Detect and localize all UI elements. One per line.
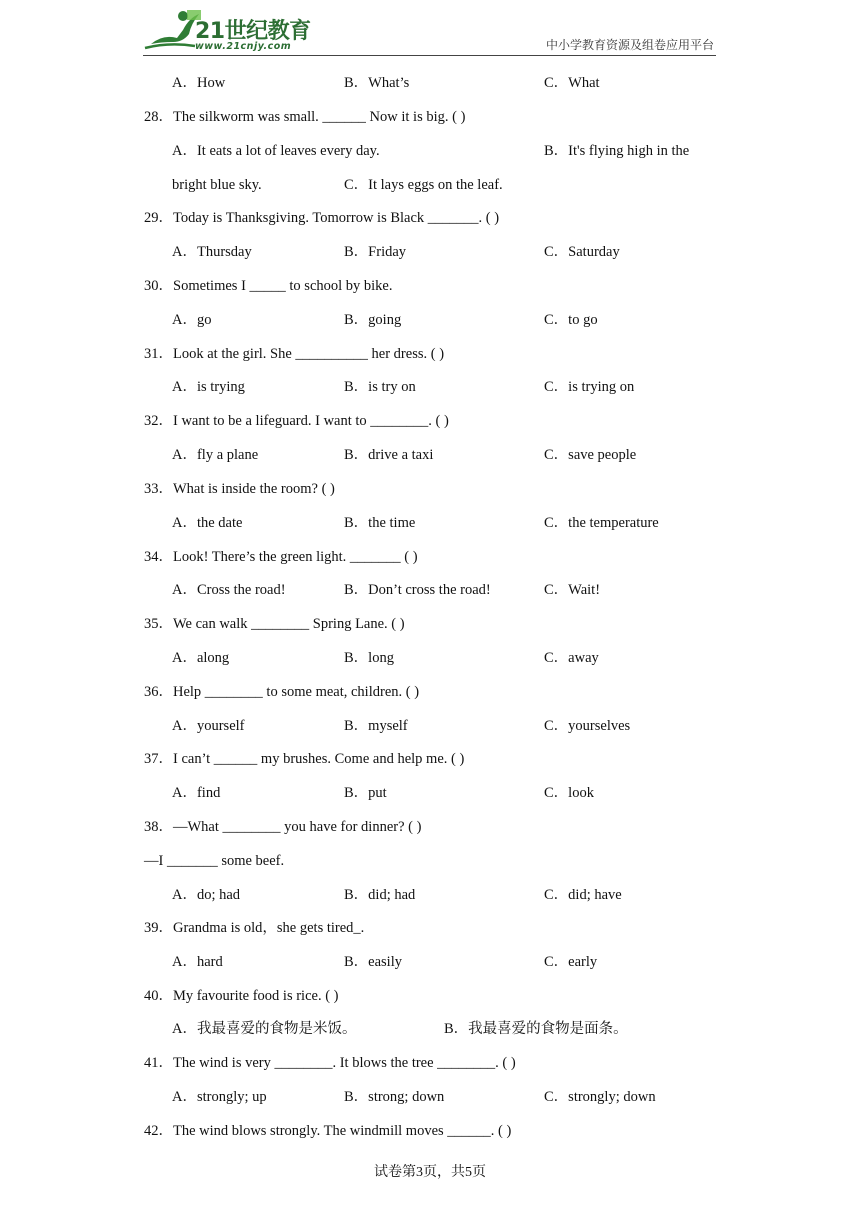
q34-option-a: A．Cross the road! — [172, 582, 286, 598]
page-footer: 试卷第3页，共5页 — [374, 1165, 486, 1180]
question-31: 31．Look at the girl. She __________ her dress. ( ) — [144, 346, 445, 362]
question-38-response: —I _______ some beef. — [144, 853, 285, 869]
q39-option-c: C．early — [544, 954, 598, 970]
question-40: 40．My favourite food is rice. ( ) — [144, 988, 339, 1004]
q27-option-a: A．How — [172, 75, 226, 91]
question-32: 32．I want to be a lifeguard. I want to ________. ( ) — [144, 413, 449, 429]
page-header — [0, 0, 860, 60]
q40-option-b: B．我最喜爱的食物是面条。 — [444, 1021, 628, 1037]
q32-option-c: C．save people — [544, 447, 637, 463]
q41-option-c: C．strongly; down — [544, 1089, 656, 1105]
runner-logo-icon — [143, 8, 203, 52]
question-36: 36．Help ________ to some meat, children. ( ) — [144, 684, 420, 700]
q35-option-a: A．along — [172, 650, 230, 666]
logo-text: 21世纪教育 — [195, 19, 311, 44]
question-33: 33．What is inside the room? ( ) — [144, 481, 335, 497]
question-39: 39．Grandma is old，she gets tired_. — [144, 920, 365, 936]
question-38: 38．—What ________ you have for dinner? ( ) — [144, 819, 422, 835]
q28-option-c: C．It lays eggs on the leaf. — [344, 177, 503, 193]
q34-option-c: C．Wait! — [544, 582, 601, 598]
q33-option-b: B．the time — [344, 515, 416, 531]
logo-url: www.21cnjy.com — [195, 41, 292, 52]
q36-option-c: C．yourselves — [544, 718, 631, 734]
question-35: 35．We can walk ________ Spring Lane. ( ) — [144, 616, 405, 632]
site-logo — [143, 8, 318, 52]
question-42: 42．The wind blows strongly. The windmill moves ______. ( ) — [144, 1123, 512, 1139]
q29-option-b: B．Friday — [344, 244, 407, 260]
q29-option-a: A．Thursday — [172, 244, 252, 260]
q37-option-c: C．look — [544, 785, 594, 801]
header-divider — [143, 55, 716, 56]
platform-name: 中小学教育资源及组卷应用平台 — [545, 38, 714, 52]
q33-option-a: A．the date — [172, 515, 243, 531]
q28-option-b-cont: bright blue sky. — [172, 177, 262, 193]
q31-option-b: B．is try on — [344, 379, 416, 395]
q30-option-c: C．to go — [544, 312, 598, 328]
q32-option-a: A．fly a plane — [172, 447, 259, 463]
q39-option-a: A．hard — [172, 954, 223, 970]
q35-option-c: C．away — [544, 650, 599, 666]
q27-option-c: C．What — [544, 75, 600, 91]
q35-option-b: B．long — [344, 650, 394, 666]
question-37: 37．I can’t ______ my brushes. Come and help me. ( ) — [144, 751, 465, 767]
q41-option-b: B．strong; down — [344, 1089, 445, 1105]
q33-option-c: C．the temperature — [544, 515, 659, 531]
q30-option-b: B．going — [344, 312, 402, 328]
q31-option-a: A．is trying — [172, 379, 245, 395]
q28-option-a: A．It eats a lot of leaves every day. — [172, 143, 380, 159]
q40-option-a: A．我最喜爱的食物是米饭。 — [172, 1021, 357, 1037]
q37-option-a: A．find — [172, 785, 221, 801]
question-41: 41．The wind is very ________. It blows the tree ________. ( ) — [144, 1055, 516, 1071]
question-30: 30．Sometimes I _____ to school by bike. — [144, 278, 393, 294]
q37-option-b: B．put — [344, 785, 387, 801]
q38-option-a: A．do; had — [172, 887, 241, 903]
question-34: 34．Look! There’s the green light. _______ ( ) — [144, 549, 418, 565]
q32-option-b: B．drive a taxi — [344, 447, 434, 463]
q38-option-c: C．did; have — [544, 887, 622, 903]
q36-option-a: A．yourself — [172, 718, 245, 734]
q30-option-a: A．go — [172, 312, 212, 328]
q28-option-b: B．It's flying high in the — [544, 143, 690, 159]
q39-option-b: B．easily — [344, 954, 402, 970]
question-28: 28．The silkworm was small. ______ Now it is big. ( ) — [144, 109, 466, 125]
q31-option-c: C．is trying on — [544, 379, 635, 395]
q29-option-c: C．Saturday — [544, 244, 620, 260]
q38-option-b: B．did; had — [344, 887, 416, 903]
q41-option-a: A．strongly; up — [172, 1089, 267, 1105]
question-29: 29．Today is Thanksgiving. Tomorrow is Black _______. ( ) — [144, 210, 500, 226]
q34-option-b: B．Don’t cross the road! — [344, 582, 491, 598]
q36-option-b: B．myself — [344, 718, 408, 734]
q27-option-b: B．What’s — [344, 75, 410, 91]
